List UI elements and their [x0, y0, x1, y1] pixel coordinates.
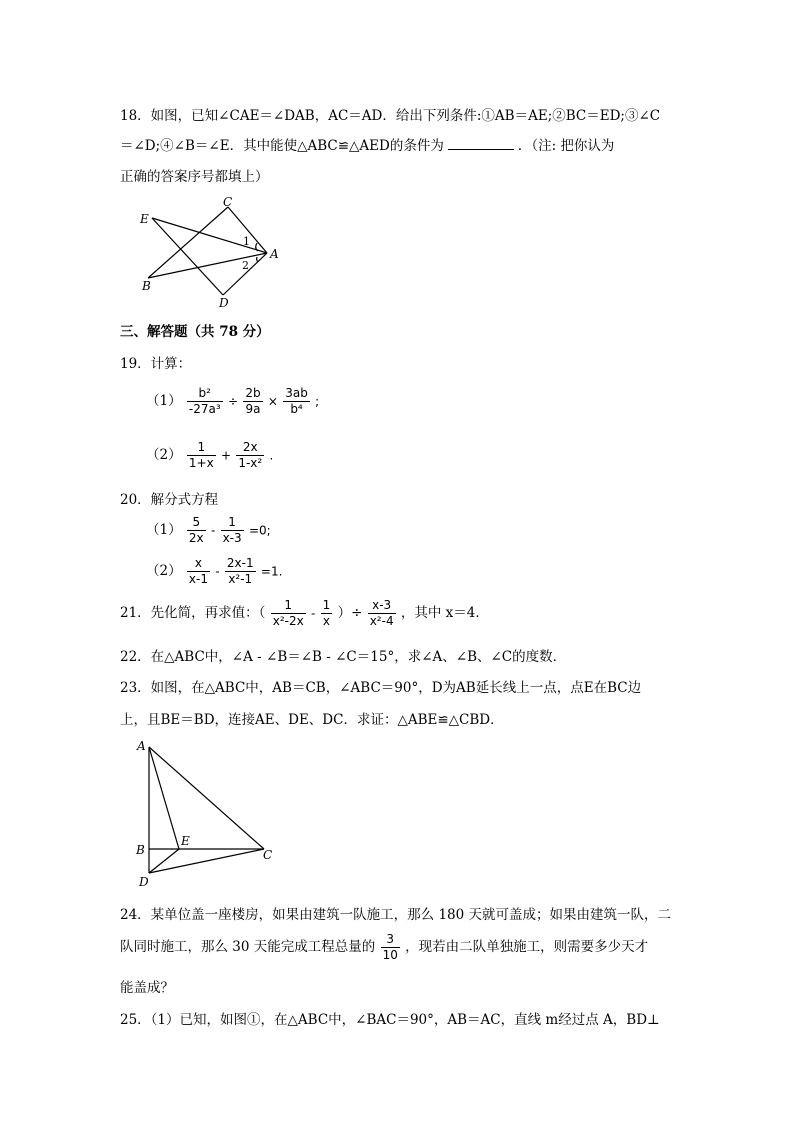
label-B: B: [142, 279, 151, 293]
fraction: [187, 386, 223, 417]
q19-title: 19．计算：: [120, 356, 192, 372]
numerator: 2b: [245, 386, 261, 400]
segment-DC: [149, 849, 264, 873]
q24-line2: [120, 932, 648, 963]
q20-part1: [146, 515, 271, 546]
angle2-arc: [257, 257, 258, 262]
numerator: 3ab: [285, 386, 308, 400]
q18-line1: 18．如图，已知∠CAE＝∠DAB，AC＝AD．给出下列条件:①AB＝AE;②BC＝ED;③∠C: [120, 108, 661, 124]
q21-suffix: ，其中 x＝4．: [400, 605, 489, 621]
numerator: 5: [187, 515, 206, 531]
fraction: [236, 440, 264, 471]
numerator: 1: [322, 598, 331, 612]
q24-line3: 能盖成？: [120, 980, 174, 996]
denominator: b⁴: [290, 402, 303, 416]
fraction: [271, 598, 306, 629]
q21-mid: ）÷: [337, 605, 363, 621]
denominator: 10: [382, 948, 398, 962]
label-E: E: [140, 212, 149, 226]
operator: -: [210, 523, 216, 538]
fraction: [225, 556, 256, 587]
numerator: 1: [221, 515, 244, 531]
q18-line2: [120, 134, 614, 154]
numerator: 1: [271, 598, 306, 614]
fraction: [187, 440, 216, 471]
q18-line2-text: ＝∠D;④∠B＝∠E．其中能使△ABC≌△AED的条件为: [120, 138, 444, 154]
numerator: x: [187, 556, 210, 572]
fraction: [221, 515, 244, 546]
fraction: [381, 932, 400, 963]
label-A: A: [270, 247, 279, 261]
fraction: [187, 556, 210, 587]
q19-part1: [146, 386, 319, 417]
q19-part2: [146, 440, 273, 471]
denominator: 2x: [188, 531, 204, 545]
operator: ÷: [227, 394, 239, 409]
q19-part1-label: （1）: [146, 393, 182, 409]
label-D: D: [139, 875, 149, 889]
q22: 22．在△ABC中，∠A - ∠B＝∠B - ∠C＝15°，求∠A、∠B、∠C的度数．: [120, 649, 567, 665]
fraction: [187, 515, 206, 546]
label-C: C: [223, 195, 233, 209]
q24-line2-text: 队同时施工，那么 30 天能完成工程总量的: [120, 939, 376, 955]
segment-BA: [148, 253, 267, 278]
segment-CB: [148, 207, 228, 278]
q24-line2-rest: ，现若由二队单独施工，则需要多少天才: [405, 939, 649, 955]
denominator: 1-x²: [238, 456, 263, 470]
denominator: x-1: [188, 572, 208, 586]
q20-part1-label: （1）: [146, 522, 182, 538]
numerator: 2x-1: [226, 556, 254, 570]
label-angle1: 1: [243, 235, 250, 248]
q21: [120, 598, 489, 629]
fraction: [321, 598, 333, 629]
denominator: -27a³: [188, 402, 221, 416]
q24-line1: 24．某单位盖一座楼房，如果由建筑一队施工，那么 180 天就可盖成；如果由建筑一队，二: [120, 907, 672, 923]
q21-prefix: 21．先化简，再求值：（: [120, 605, 266, 621]
denominator: x-3: [222, 531, 242, 545]
numerator: b²: [187, 386, 223, 402]
segment-ED: [152, 218, 223, 295]
section-heading: 三、解答题（共 78 分）: [120, 324, 270, 340]
denominator: x: [322, 614, 331, 628]
q20-title: 20．解分式方程: [120, 492, 219, 508]
label-angle2: 2: [242, 259, 249, 272]
denominator: x²-4: [369, 614, 394, 628]
numerator: x-3: [368, 598, 396, 614]
fraction: [283, 386, 310, 417]
numerator: 1: [187, 440, 216, 456]
label-D: D: [219, 296, 229, 310]
segment-AC: [149, 747, 264, 849]
operator: -: [215, 564, 220, 579]
operator: ×: [267, 394, 278, 409]
denominator: 9a: [245, 402, 261, 416]
segment-AE: [149, 747, 179, 849]
operator: -: [311, 606, 316, 621]
label-E: E: [181, 834, 190, 848]
q18-line3: 正确的答案序号都填上）: [120, 169, 269, 185]
q18-line2-note: ．（注: 把你认为: [517, 138, 615, 154]
q20-part2-label: （2）: [146, 563, 182, 579]
denominator: x²-1: [228, 572, 253, 586]
fraction: [243, 386, 262, 417]
end-punct: .: [269, 448, 274, 463]
denominator: x²-2x: [272, 614, 304, 628]
q23-line2: 上，且BE＝BD，连接AE、DE、DC．求证：△ABE≌△CBD．: [120, 712, 504, 728]
end-punct: =1.: [260, 564, 283, 579]
numerator: 3: [381, 932, 400, 948]
numerator: 2x: [236, 440, 264, 456]
q23-line1: 23．如图，在△ABC中，AB＝CB，∠ABC＝90°，D为AB延长线上一点，点E在BC边: [120, 680, 642, 696]
label-C: C: [263, 848, 273, 862]
q20-part2: [146, 556, 282, 587]
q25-line1: 25．（1）已知，如图①，在△ABC中，∠BAC＝90°，AB＝AC，直线 m经过点 A，BD⊥: [120, 1012, 660, 1028]
operator: +: [220, 448, 232, 463]
end-punct: ;: [315, 394, 320, 409]
label-A: A: [137, 739, 146, 753]
answer-blank: [448, 137, 514, 150]
label-B: B: [136, 843, 145, 857]
q19-part2-label: （2）: [146, 447, 182, 463]
denominator: 1+x: [188, 456, 214, 470]
q18-figure: [130, 192, 290, 312]
fraction: [368, 598, 396, 629]
q23-figure: [132, 734, 292, 894]
end-punct: =0;: [248, 523, 271, 538]
